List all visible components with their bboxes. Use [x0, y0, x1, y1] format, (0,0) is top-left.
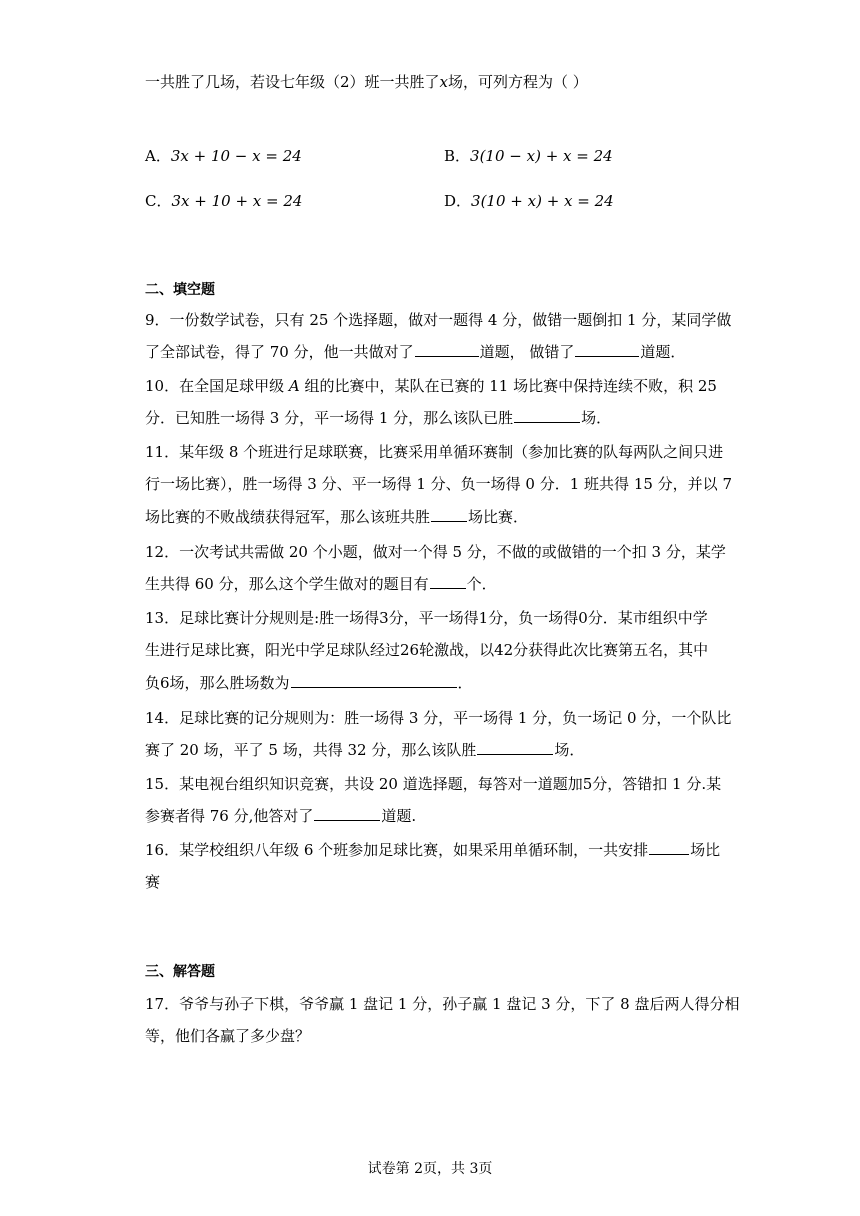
- q16-answer-blank[interactable]: [649, 840, 689, 855]
- q11-line-1: 11．某年级 8 个班进行足球联赛，比赛采用单循环赛制（参加比赛的队每两队之间只进: [145, 443, 724, 461]
- q13-line-2: 生进行足球比赛，阳光中学足球队经过26轮激战，以42分获得此次比赛第五名，其中: [145, 641, 709, 659]
- q11-text: 场比赛．: [468, 508, 529, 526]
- q11-line-2: 行一场比赛），胜一场得 3 分、平一场得 1 分、负一场得 0 分．1 班共得 15 分，并以 7: [145, 475, 732, 493]
- q8-option-b: [444, 145, 613, 167]
- q15-line-2: [145, 806, 416, 826]
- q14-line-2: [145, 740, 584, 760]
- q10-variable: A: [288, 377, 300, 395]
- q15-text: 道题.: [381, 807, 417, 825]
- q16-line-1: [145, 840, 720, 860]
- q13-text: 负6场，那么胜场数为: [145, 674, 290, 692]
- option-expression: 3(10 + x) + x = 24: [471, 192, 614, 210]
- q17-line-1: 17．爷爷与孙子下棋，爷爷赢 1 盘记 1 分，孙子赢 1 盘记 3 分，下了 8 盘后两人得分相: [145, 995, 740, 1013]
- q10-line-1: [145, 376, 717, 396]
- q12-line-2: [145, 574, 497, 594]
- q14-line-1: 14．足球比赛的记分规则为：胜一场得 3 分，平一场得 1 分，负一场记 0 分，一个队比: [145, 709, 732, 727]
- q12-line-1: 12．一次考试共需做 20 个小题，做对一个得 5 分，不做的或做错的一个扣 3 分，某学: [145, 543, 726, 561]
- option-expression: 3(10 − x) + x = 24: [470, 147, 613, 165]
- q13-line-1: 13．足球比赛计分规则是:胜一场得3分，平一场得1分，负一场得0分．某市组织中学: [145, 609, 708, 627]
- q15-text: 参赛者得 76 分,他答对了: [145, 807, 314, 825]
- option-label: A．: [145, 147, 171, 165]
- q12-text: 个．: [466, 575, 497, 593]
- option-label: B．: [444, 147, 471, 165]
- q8-variable: x: [439, 73, 449, 91]
- option-expression: 3x + 10 + x = 24: [171, 192, 303, 210]
- q12-answer-blank[interactable]: [430, 574, 466, 589]
- q12-text: 生共得 60 分，那么这个学生做对的题目有: [145, 575, 429, 593]
- q8-option-d: [444, 190, 614, 212]
- q8-option-c: [145, 190, 302, 212]
- q15-answer-blank[interactable]: [314, 806, 380, 821]
- q11-line-3: [145, 507, 528, 527]
- q8-option-a: [145, 145, 302, 167]
- q14-answer-blank[interactable]: [477, 740, 553, 755]
- q11-answer-blank[interactable]: [431, 507, 467, 522]
- q17-line-2: 等，他们各赢了多少盘？: [145, 1027, 311, 1045]
- option-label: D．: [444, 192, 472, 210]
- section-heading-answer: 三、解答题: [145, 964, 215, 980]
- q16-line-2: 赛: [145, 873, 161, 891]
- q9-text: 道题， 做错了: [479, 343, 575, 361]
- q8-stem-line: [145, 72, 588, 92]
- q13-line-3: [145, 673, 473, 693]
- section-heading-fill-in: 二、填空题: [145, 282, 215, 298]
- q14-text: 场．: [554, 741, 585, 759]
- q10-text: 组的比赛中，某队在已赛的 11 场比赛中保持连续不败，积 25: [299, 377, 717, 395]
- q9-text: 了全部试卷，得了 70 分，他一共做对了: [145, 343, 414, 361]
- q9-text: 道题．: [640, 343, 686, 361]
- q8-stem-text: 一共胜了几场，若设七年级（2）班一共胜了: [145, 73, 440, 91]
- q9-line-2: [145, 342, 685, 362]
- option-expression: 3x + 10 − x = 24: [170, 147, 302, 165]
- q9-answer-blank-1[interactable]: [415, 342, 479, 357]
- q15-line-1: 15．某电视台组织知识竞赛，共设 20 道选择题，每答对一道题加5分，答错扣 1 分.某: [145, 775, 722, 793]
- q10-text: 10．在全国足球甲级: [145, 377, 289, 395]
- q10-line-2: [145, 408, 611, 428]
- q13-text: ．: [457, 674, 473, 692]
- page-footer: 试卷第 2页，共 3页: [367, 1161, 493, 1177]
- q14-text: 赛了 20 场，平了 5 场，共得 32 分，那么该队胜: [145, 741, 477, 759]
- q16-text: 场比: [690, 841, 721, 859]
- q10-text: 场．: [581, 409, 612, 427]
- option-label: C．: [145, 192, 172, 210]
- q8-stem-end: 场，可列方程为（ ）: [448, 73, 588, 91]
- q11-text: 场比赛的不败战绩获得冠军，那么该班共胜: [145, 508, 431, 526]
- q10-text: 分．已知胜一场得 3 分，平一场得 1 分，那么该队已胜: [145, 409, 514, 427]
- q10-answer-blank[interactable]: [514, 408, 580, 423]
- q16-text: 16．某学校组织八年级 6 个班参加足球比赛，如果采用单循环制，一共安排: [145, 841, 649, 859]
- q9-line-1: 9．一份数学试卷，只有 25 个选择题，做对一题得 4 分，做错一题倒扣 1 分，某同学做: [145, 311, 732, 329]
- q9-answer-blank-2[interactable]: [575, 342, 639, 357]
- q13-answer-blank[interactable]: [291, 673, 457, 688]
